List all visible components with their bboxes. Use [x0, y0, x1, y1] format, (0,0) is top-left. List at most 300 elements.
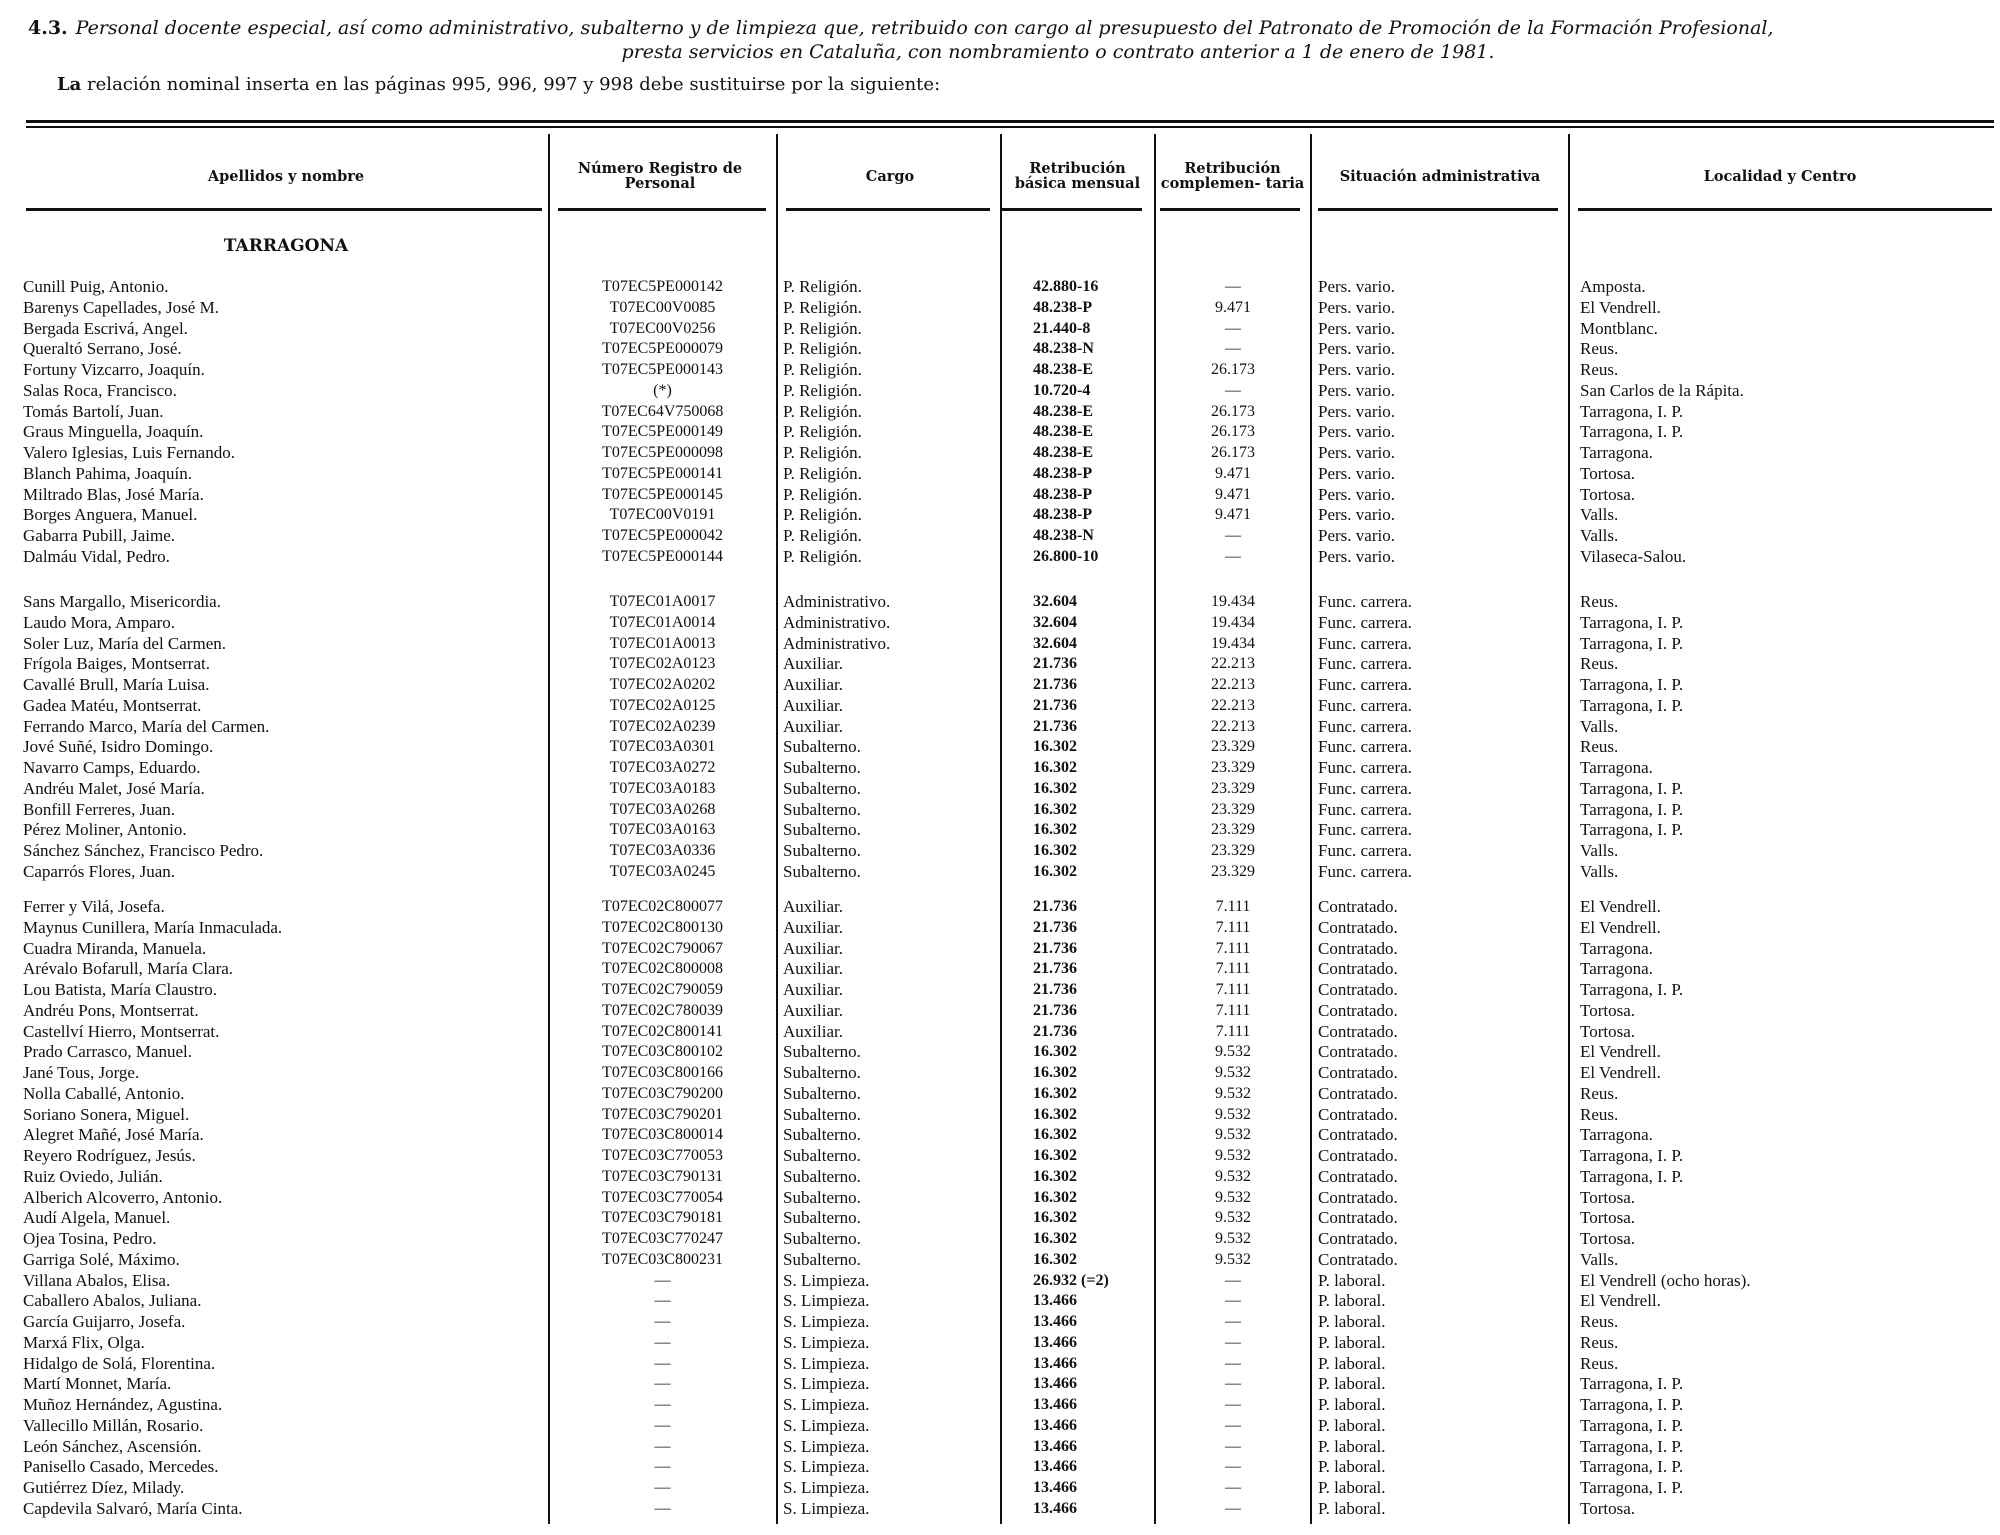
registry-number: —	[654, 1333, 671, 1351]
table-row	[0, 1208, 2000, 1228]
admin-status: Contratado.	[1318, 897, 1398, 916]
admin-status: Pers. vario.	[1318, 297, 1395, 317]
location: Valls.	[1580, 861, 1619, 881]
admin-status: Pers. vario.	[1318, 380, 1395, 400]
position: Auxiliar.	[783, 959, 843, 979]
admin-status: Contratado.	[1318, 1063, 1398, 1082]
position: Subalterno.	[783, 1166, 861, 1186]
person-name: Salas Roca, Francisco.	[23, 380, 177, 400]
header-basica: Retribución básica mensual	[1014, 160, 1141, 192]
admin-status: P. laboral.	[1318, 1457, 1386, 1477]
admin-status: Contratado.	[1318, 980, 1398, 999]
location: Reus.	[1580, 1312, 1619, 1331]
person-name: Prado Carrasco, Manuel.	[23, 1042, 193, 1062]
location: Tarragona.	[1580, 959, 1653, 979]
position: Subalterno.	[783, 778, 861, 798]
location: Tarragona, I. P.	[1580, 1374, 1684, 1394]
location: Tarragona, I. P.	[1580, 820, 1684, 840]
location: Tarragona, I. P.	[1580, 1436, 1684, 1456]
person-name: Ruiz Oviedo, Julián.	[23, 1166, 163, 1186]
table-row	[0, 717, 2000, 737]
location: Tarragona, I. P.	[1580, 1457, 1684, 1477]
location: Reus.	[1580, 1332, 1619, 1352]
basic-salary: 16.302	[1033, 1250, 1077, 1268]
table-row	[0, 1125, 2000, 1145]
location: Reus.	[1580, 360, 1619, 379]
basic-salary: 16.302	[1033, 1167, 1077, 1185]
table-row	[0, 800, 2000, 820]
admin-status: Pers. vario.	[1318, 318, 1395, 338]
complementary-salary: 7.111	[1215, 1022, 1251, 1040]
person-name: Blanch Pahima, Joaquín.	[23, 463, 193, 483]
basic-salary: 13.466	[1033, 1375, 1077, 1393]
title-line-1: Personal docente especial, así como administrativo, subalterno y de limpieza que, retribuido con cargo al presupuesto del Patronato de Promoción de la Formación Profesional,	[75, 17, 1774, 39]
complementary-salary: 9.471	[1215, 506, 1251, 524]
complementary-salary: 22.213	[1211, 696, 1255, 714]
registry-number: T07EC5PE000042	[602, 527, 723, 544]
position: P. Religión.	[783, 463, 862, 483]
complementary-salary: —	[1225, 1313, 1241, 1330]
admin-status: Func. carrera.	[1318, 820, 1412, 840]
basic-salary: 13.466	[1033, 1313, 1077, 1330]
admin-status: P. laboral.	[1318, 1498, 1386, 1518]
table-row	[0, 1333, 2000, 1353]
basic-salary: 10.720-4	[1033, 381, 1091, 399]
location: Tarragona.	[1580, 1125, 1653, 1145]
person-name: Pérez Moliner, Antonio.	[23, 820, 187, 840]
position: Subalterno.	[783, 1229, 861, 1248]
position: Subalterno.	[783, 861, 861, 881]
registry-number: T07EC03C800231	[602, 1250, 723, 1268]
complementary-salary: 9.532	[1215, 1084, 1251, 1102]
position: Subalterno.	[783, 1104, 861, 1124]
location: San Carlos de la Rápita.	[1580, 380, 1744, 400]
basic-salary: 48.238-E	[1033, 444, 1093, 461]
person-name: Maynus Cunillera, María Inmaculada.	[23, 917, 283, 937]
person-name: Gadea Matéu, Montserrat.	[23, 695, 202, 715]
position: P. Religión.	[783, 505, 862, 525]
registry-number: T07EC5PE000079	[602, 340, 723, 358]
admin-status: Contratado.	[1318, 1021, 1398, 1041]
admin-status: Contratado.	[1318, 1000, 1398, 1020]
registry-number: T07EC03A0183	[609, 779, 716, 797]
registry-number: T07EC03A0163	[609, 821, 716, 839]
intro-text: relación nominal inserta en las páginas 995, 996, 997 y 998 debe sustituirse por la siguiente:	[81, 74, 941, 95]
basic-salary: 48.238-P	[1033, 298, 1093, 316]
table-row	[0, 422, 2000, 442]
admin-status: Func. carrera.	[1318, 716, 1412, 736]
basic-salary: 21.736	[1033, 676, 1077, 693]
complementary-salary: 9.532	[1215, 1230, 1251, 1247]
table-row	[0, 1291, 2000, 1311]
position: S. Limpieza.	[783, 1291, 870, 1311]
basic-salary: 21.736	[1033, 939, 1077, 957]
registry-number: —	[654, 1437, 671, 1455]
complementary-salary: 9.532	[1215, 1250, 1251, 1268]
location: El Vendrell.	[1580, 917, 1661, 937]
top-rule-thick	[26, 120, 1994, 123]
complementary-salary: 7.111	[1215, 1001, 1251, 1019]
basic-salary: 16.302	[1033, 862, 1077, 880]
registry-number: —	[654, 1499, 671, 1517]
person-name: León Sánchez, Ascensión.	[23, 1436, 202, 1456]
person-name: Jové Suñé, Isidro Domingo.	[23, 737, 214, 757]
table-row	[0, 939, 2000, 959]
registry-number: T07EC03C790131	[602, 1167, 723, 1185]
basic-salary: 48.238-N	[1033, 340, 1094, 358]
position: Subalterno.	[783, 1249, 861, 1269]
admin-status: Contratado.	[1318, 938, 1398, 958]
admin-status: Pers. vario.	[1318, 277, 1395, 296]
person-name: Capdevila Salvaró, María Cinta.	[23, 1498, 243, 1518]
intro-lead: La	[57, 74, 82, 95]
admin-status: P. laboral.	[1318, 1415, 1386, 1435]
section-title	[28, 16, 1988, 64]
location: Vilaseca-Salou.	[1580, 546, 1687, 566]
title-line-2: presta servicios en Cataluña, con nombramiento o contrato anterior a 1 de enero de 1981.	[621, 41, 1495, 63]
complementary-salary: —	[1225, 1479, 1241, 1496]
complementary-salary: 23.329	[1211, 842, 1255, 859]
registry-number: T07EC03A0301	[609, 738, 716, 756]
location: Valls.	[1580, 526, 1619, 545]
registry-number: T07EC02A0125	[609, 696, 716, 714]
basic-salary: 13.466	[1033, 1396, 1077, 1413]
admin-status: Func. carrera.	[1318, 592, 1412, 611]
basic-salary: 21.736	[1033, 1001, 1077, 1019]
basic-salary: 48.238-E	[1033, 423, 1093, 441]
registry-number: T07EC02C800077	[602, 898, 723, 915]
person-name: Bergada Escrivá, Angel.	[23, 318, 188, 338]
complementary-salary: 9.532	[1215, 1188, 1251, 1206]
registry-number: T07EC03C800166	[602, 1064, 723, 1081]
admin-status: P. laboral.	[1318, 1478, 1386, 1497]
table-row	[0, 485, 2000, 505]
registry-number: T07EC03A0245	[609, 862, 716, 880]
basic-salary: 21.736	[1033, 898, 1077, 915]
table-row	[0, 1374, 2000, 1394]
admin-status: P. laboral.	[1318, 1312, 1386, 1331]
person-name: Andréu Pons, Montserrat.	[23, 1000, 199, 1020]
complementary-salary: 7.111	[1215, 981, 1251, 998]
person-name: Nolla Caballé, Antonio.	[23, 1083, 185, 1103]
admin-status: Contratado.	[1318, 1146, 1398, 1165]
table-row	[0, 381, 2000, 401]
complementary-salary: 7.111	[1215, 918, 1251, 936]
basic-salary: 16.302	[1033, 821, 1077, 839]
basic-salary: 21.736	[1033, 655, 1077, 673]
header-situacion: Situación administrativa	[1339, 167, 1541, 185]
person-name: Bonfill Ferreres, Juan.	[23, 799, 176, 819]
basic-salary: 32.604	[1033, 593, 1077, 610]
location: Tortosa.	[1580, 1229, 1635, 1248]
basic-salary: 16.302	[1033, 800, 1077, 818]
location: Reus.	[1580, 339, 1619, 359]
person-name: Hidalgo de Solá, Florentina.	[23, 1353, 216, 1373]
location: Tortosa.	[1580, 1498, 1635, 1518]
location: Tarragona, I. P.	[1580, 1395, 1684, 1414]
registry-number: T07EC02C790067	[602, 939, 723, 957]
location: El Vendrell.	[1580, 1042, 1661, 1062]
table-row	[0, 547, 2000, 567]
table-row	[0, 696, 2000, 716]
header-underline	[1002, 208, 1142, 211]
location: Tarragona, I. P.	[1580, 778, 1684, 798]
complementary-salary: 9.532	[1215, 1126, 1251, 1144]
table-row	[0, 1499, 2000, 1519]
location: Tarragona, I. P.	[1580, 980, 1684, 999]
admin-status: Pers. vario.	[1318, 401, 1395, 421]
basic-salary: 21.736	[1033, 918, 1077, 936]
location: Tarragona, I. P.	[1580, 695, 1684, 715]
position: P. Religión.	[783, 339, 862, 359]
registry-number: T07EC02C790059	[602, 981, 723, 998]
admin-status: P. laboral.	[1318, 1291, 1386, 1311]
complementary-salary: 26.173	[1211, 444, 1255, 461]
position: Subalterno.	[783, 1187, 861, 1207]
basic-salary: 48.238-E	[1033, 361, 1093, 378]
person-name: Caparrós Flores, Juan.	[23, 861, 176, 881]
basic-salary: 48.238-P	[1033, 485, 1093, 503]
header-underline	[786, 208, 990, 211]
location: Tarragona, I. P.	[1580, 401, 1684, 421]
complementary-salary: —	[1225, 1458, 1241, 1476]
table-row	[0, 298, 2000, 318]
position: Auxiliar.	[783, 716, 843, 736]
table-row	[0, 820, 2000, 840]
basic-salary: 16.302	[1033, 759, 1077, 776]
registry-number: —	[654, 1458, 671, 1476]
basic-salary: 16.302	[1033, 1209, 1077, 1227]
complementary-salary: —	[1225, 1354, 1241, 1372]
admin-status: Pers. vario.	[1318, 422, 1395, 442]
basic-salary: 16.302	[1033, 1084, 1077, 1102]
top-rule-thin	[26, 126, 1994, 128]
position: S. Limpieza.	[783, 1436, 870, 1456]
position: P. Religión.	[783, 422, 862, 442]
complementary-salary: —	[1225, 1437, 1241, 1455]
position: Administrativo.	[783, 592, 891, 611]
complementary-salary: 7.111	[1215, 898, 1251, 915]
registry-number: (*)	[653, 381, 672, 399]
table-row	[0, 613, 2000, 633]
table-row	[0, 592, 2000, 612]
registry-number: T07EC5PE000143	[602, 361, 723, 378]
person-name: Reyero Rodríguez, Jesús.	[23, 1146, 196, 1165]
location: El Vendrell.	[1580, 897, 1661, 916]
complementary-salary: —	[1225, 319, 1241, 337]
location: Tortosa.	[1580, 1021, 1635, 1041]
admin-status: P. laboral.	[1318, 1374, 1386, 1394]
person-name: Cuadra Miranda, Manuela.	[23, 938, 207, 958]
table-row	[0, 675, 2000, 695]
registry-number: T07EC02A0239	[609, 717, 716, 735]
complementary-salary: 23.329	[1211, 779, 1255, 797]
admin-status: Contratado.	[1318, 1166, 1398, 1186]
person-name: Navarro Camps, Eduardo.	[23, 758, 201, 777]
basic-salary: 16.302	[1033, 1126, 1077, 1144]
basic-salary: 16.302	[1033, 1188, 1077, 1206]
complementary-salary: 9.532	[1215, 1147, 1251, 1164]
complementary-salary: 9.471	[1215, 485, 1251, 503]
person-name: Frígola Baiges, Montserrat.	[23, 654, 210, 674]
registry-number: —	[654, 1292, 671, 1310]
basic-salary: 13.466	[1033, 1437, 1077, 1455]
admin-status: Func. carrera.	[1318, 633, 1412, 653]
table-row	[0, 1001, 2000, 1021]
table-row	[0, 737, 2000, 757]
basic-salary: 48.238-E	[1033, 402, 1093, 420]
admin-status: Contratado.	[1318, 1104, 1398, 1124]
registry-number: T07EC03A0272	[609, 759, 716, 776]
admin-status: P. laboral.	[1318, 1270, 1386, 1290]
registry-number: T07EC5PE000098	[602, 444, 723, 461]
complementary-salary: 22.213	[1211, 676, 1255, 693]
complementary-salary: —	[1225, 1271, 1241, 1289]
registry-number: —	[654, 1354, 671, 1372]
complementary-salary: 26.173	[1211, 402, 1255, 420]
person-name: Graus Minguella, Joaquín.	[23, 422, 204, 442]
person-name: García Guijarro, Josefa.	[23, 1312, 186, 1331]
location: Tarragona, I. P.	[1580, 1146, 1684, 1165]
complementary-salary: 7.111	[1215, 960, 1251, 978]
location: Montblanc.	[1580, 318, 1658, 338]
complementary-salary: —	[1225, 527, 1241, 544]
registry-number: T07EC00V0256	[609, 319, 716, 337]
location: Tarragona, I. P.	[1580, 633, 1684, 653]
admin-status: Pers. vario.	[1318, 360, 1395, 379]
person-name: Dalmáu Vidal, Pedro.	[23, 546, 170, 566]
table-row	[0, 897, 2000, 917]
position: Subalterno.	[783, 820, 861, 840]
position: P. Religión.	[783, 546, 862, 566]
person-name: Villana Abalos, Elisa.	[23, 1270, 171, 1290]
position: Subalterno.	[783, 1146, 861, 1165]
person-name: Martí Monnet, María.	[23, 1374, 172, 1394]
location: El Vendrell.	[1580, 1063, 1661, 1082]
admin-status: P. laboral.	[1318, 1332, 1386, 1352]
position: Auxiliar.	[783, 675, 843, 694]
location: Reus.	[1580, 1104, 1619, 1124]
table-row	[0, 505, 2000, 525]
admin-status: Contratado.	[1318, 917, 1398, 937]
person-name: Lou Batista, María Claustro.	[23, 980, 218, 999]
table-row	[0, 1312, 2000, 1332]
location: Tortosa.	[1580, 463, 1635, 483]
person-name: Soler Luz, María del Carmen.	[23, 633, 226, 653]
table-row	[0, 779, 2000, 799]
position: Subalterno.	[783, 1063, 861, 1082]
header-underline	[26, 208, 542, 211]
position: P. Religión.	[783, 360, 862, 379]
registry-number: T07EC02C800130	[602, 918, 723, 936]
registry-number: T07EC03C770054	[602, 1188, 723, 1206]
admin-status: Pers. vario.	[1318, 546, 1395, 566]
position: Subalterno.	[783, 1125, 861, 1145]
position: S. Limpieza.	[783, 1415, 870, 1435]
basic-salary: 21.736	[1033, 1022, 1077, 1040]
registry-number: T07EC02C780039	[602, 1001, 723, 1019]
complementary-salary: —	[1225, 1292, 1241, 1310]
registry-number: T07EC03C800014	[602, 1126, 723, 1144]
location: Reus.	[1580, 654, 1619, 674]
admin-status: Pers. vario.	[1318, 484, 1395, 504]
admin-status: Contratado.	[1318, 1042, 1398, 1062]
table-row	[0, 1167, 2000, 1187]
position: Subalterno.	[783, 799, 861, 819]
admin-status: P. laboral.	[1318, 1436, 1386, 1456]
location: Tarragona, I. P.	[1580, 1415, 1684, 1435]
location: El Vendrell.	[1580, 1291, 1661, 1311]
header-underline	[558, 208, 766, 211]
basic-salary: 16.302	[1033, 842, 1077, 859]
basic-salary: 48.238-P	[1033, 506, 1093, 524]
person-name: Soriano Sonera, Miguel.	[23, 1104, 190, 1124]
complementary-salary: 23.329	[1211, 759, 1255, 776]
position: P. Religión.	[783, 380, 862, 400]
registry-number: T07EC02C800141	[602, 1022, 723, 1040]
location: Tortosa.	[1580, 484, 1635, 504]
basic-salary: 26.800-10	[1033, 547, 1099, 565]
complementary-salary: —	[1225, 278, 1241, 295]
basic-salary: 13.466	[1033, 1416, 1077, 1434]
person-name: Fortuny Vizcarro, Joaquín.	[23, 360, 205, 379]
complementary-salary: —	[1225, 340, 1241, 358]
table-row	[0, 959, 2000, 979]
table-row	[0, 1437, 2000, 1457]
location: Tarragona, I. P.	[1580, 799, 1684, 819]
person-name: Alegret Mañé, José María.	[23, 1125, 204, 1145]
complementary-salary: 23.329	[1211, 862, 1255, 880]
person-name: Ojea Tosina, Pedro.	[23, 1229, 157, 1248]
admin-status: Func. carrera.	[1318, 695, 1412, 715]
person-name: Gutiérrez Díez, Milady.	[23, 1478, 185, 1497]
complementary-salary: 9.532	[1215, 1064, 1251, 1081]
person-name: Muñoz Hernández, Agustina.	[23, 1395, 223, 1414]
admin-status: Contratado.	[1318, 1083, 1398, 1103]
person-name: Sans Margallo, Misericordia.	[23, 592, 221, 611]
person-name: Garriga Solé, Máximo.	[23, 1249, 180, 1269]
basic-salary: 13.466	[1033, 1354, 1077, 1372]
person-name: Miltrado Blas, José María.	[23, 484, 204, 504]
table-row	[0, 360, 2000, 380]
admin-status: Pers. vario.	[1318, 339, 1395, 359]
registry-number: T07EC5PE000144	[602, 547, 723, 565]
position: S. Limpieza.	[783, 1498, 870, 1518]
basic-salary: 16.302	[1033, 1064, 1077, 1081]
basic-salary: 21.440-8	[1033, 319, 1091, 337]
location: Tarragona.	[1580, 758, 1653, 777]
position: P. Religión.	[783, 297, 862, 317]
complementary-salary: —	[1225, 1375, 1241, 1393]
position: S. Limpieza.	[783, 1395, 870, 1414]
table-row	[0, 1457, 2000, 1477]
location: Amposta.	[1580, 277, 1646, 296]
person-name: Valero Iglesias, Luis Fernando.	[23, 443, 235, 462]
admin-status: Contratado.	[1318, 959, 1398, 979]
admin-status: Func. carrera.	[1318, 841, 1412, 860]
header-localidad: Localidad y Centro	[1703, 167, 1857, 185]
admin-status: Func. carrera.	[1318, 737, 1412, 757]
table-row	[0, 654, 2000, 674]
admin-status: Pers. vario.	[1318, 526, 1395, 545]
position: S. Limpieza.	[783, 1353, 870, 1373]
basic-salary: 13.466	[1033, 1292, 1077, 1310]
registry-number: T07EC03C770247	[602, 1230, 723, 1247]
basic-salary: 26.932 (=2)	[1033, 1271, 1109, 1289]
table-row	[0, 1250, 2000, 1270]
registry-number: T07EC00V0191	[609, 506, 716, 524]
table-row	[0, 1271, 2000, 1291]
